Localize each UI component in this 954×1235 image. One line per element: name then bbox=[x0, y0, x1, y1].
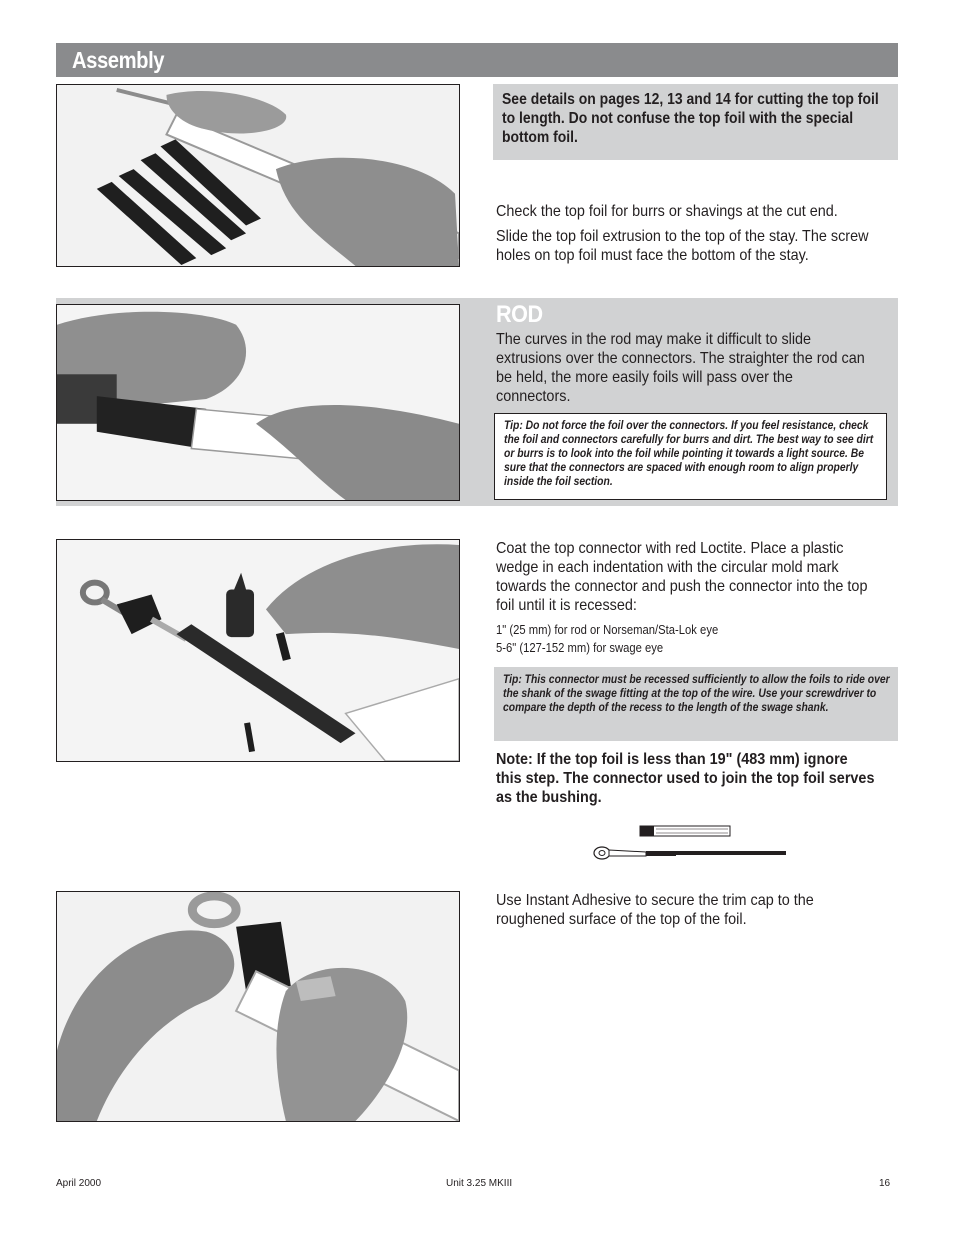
photo-top-foil-connectors bbox=[56, 84, 460, 267]
rod-tip-text: Tip: Do not force the foil over the connectors. If you feel resistance, check the foil and connectors carefully for burrs and dirt. The best way to see dirt or burrs is to look into the foil while pointing it towards a light source. Be sure that the connectors are spaced with enough room to align properly inside the foil section. bbox=[504, 420, 874, 488]
rod-tip-box bbox=[494, 413, 887, 500]
cutting-note: See details on pages 12, 13 and 14 for cutting the top foil to length. Do not confuse the top foil with the special bottom foil. bbox=[502, 91, 879, 146]
recess-specs bbox=[496, 621, 876, 657]
short-foil-note: Note: If the top foil is less than 19" (483 mm) ignore this step. The connector used to join the top foil serves as the bushing. bbox=[496, 751, 875, 806]
burr-check-text: Check the top foil for burrs or shavings at the cut end. bbox=[496, 203, 838, 220]
section1-text bbox=[496, 202, 896, 265]
rod-heading: ROD bbox=[496, 301, 543, 328]
photo-connector-loctite bbox=[56, 539, 460, 762]
rod-text: The curves in the rod may make it difficult to slide extrusions over the connectors. The straighter the rod can be held, the more easily foils will pass over the connectors. bbox=[496, 331, 865, 405]
page-number: 16 bbox=[879, 1178, 891, 1189]
slide-foil-text: Slide the top foil extrusion to the top of the stay. The screw holes on top foil must face the bottom of the stay. bbox=[496, 228, 869, 264]
rod-section bbox=[496, 302, 876, 406]
photo-rod-foil bbox=[56, 304, 460, 501]
footer-unit: Unit 3.25 MKIII bbox=[446, 1178, 513, 1189]
trim-cap-text: Use Instant Adhesive to secure the trim cap to the roughened surface of the top of the foil. bbox=[496, 892, 814, 928]
footer-date: April 2000 bbox=[56, 1178, 102, 1189]
section-header bbox=[56, 43, 898, 77]
connector-tip-text: Tip: This connector must be recessed sufficiently to allow the foils to ride over the shank of the swage fitting at the top of the wire. Use your screwdriver to compare the depth of the recess to the length of the swage shank. bbox=[503, 674, 890, 714]
recess-spec-rod: 1" (25 mm) for rod or Norseman/Sta-Lok eye bbox=[496, 623, 719, 637]
photo-trim-cap bbox=[56, 891, 460, 1122]
section-title: Assembly bbox=[72, 47, 165, 73]
swage-eye-diagram bbox=[588, 820, 788, 866]
loctite-text: Coat the top connector with red Loctite. Place a plastic wedge in each indentation with the circular mold mark towards the connector and push the connector into the top foil until it is recessed: bbox=[496, 540, 868, 614]
recess-spec-swage: 5-6" (127-152 mm) for swage eye bbox=[496, 641, 664, 655]
